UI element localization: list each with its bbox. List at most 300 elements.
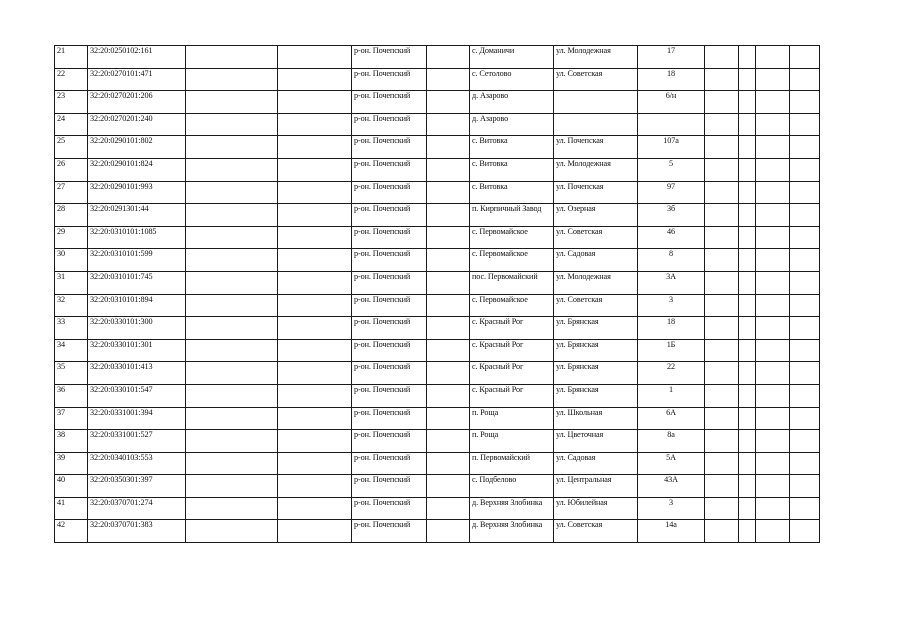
empty-cell [278, 407, 352, 430]
district-cell: р-он. Почепский [352, 91, 427, 114]
empty-cell [427, 520, 470, 543]
empty-cell [705, 339, 739, 362]
empty-cell [790, 407, 820, 430]
row-number-cell: 23 [55, 91, 88, 114]
street-cell: ул. Брянская [554, 384, 638, 407]
district-cell: р-он. Почепский [352, 46, 427, 69]
street-cell: ул. Молодежная [554, 158, 638, 181]
row-number-cell: 28 [55, 204, 88, 227]
table-row [55, 113, 820, 136]
cadastral-number-cell: 32:20:0310101:745 [88, 271, 186, 294]
district-cell: р-он. Почепский [352, 204, 427, 227]
row-number-cell: 36 [55, 384, 88, 407]
table-row [55, 362, 820, 385]
house-number-cell: 8а [638, 430, 705, 453]
empty-cell [790, 113, 820, 136]
empty-cell [278, 113, 352, 136]
table-row [55, 226, 820, 249]
house-number-cell: 18 [638, 68, 705, 91]
house-number-cell: 18 [638, 317, 705, 340]
empty-cell [427, 317, 470, 340]
empty-cell [739, 46, 756, 69]
empty-cell [705, 294, 739, 317]
row-number-cell: 40 [55, 475, 88, 498]
empty-cell [427, 91, 470, 114]
locality-cell: с. Сетолово [470, 68, 554, 91]
empty-cell [278, 384, 352, 407]
empty-cell [739, 475, 756, 498]
street-cell [554, 113, 638, 136]
empty-cell [756, 430, 790, 453]
table-row [55, 68, 820, 91]
empty-cell [739, 520, 756, 543]
empty-cell [186, 249, 278, 272]
empty-cell [790, 452, 820, 475]
property-registry-table [54, 45, 820, 543]
street-cell: ул. Цветочная [554, 430, 638, 453]
locality-cell: д. Верхняя Злобинка [470, 497, 554, 520]
table-row [55, 384, 820, 407]
empty-cell [705, 181, 739, 204]
empty-cell [756, 520, 790, 543]
empty-cell [739, 430, 756, 453]
empty-cell [278, 68, 352, 91]
empty-cell [739, 497, 756, 520]
empty-cell [705, 113, 739, 136]
empty-cell [756, 136, 790, 159]
empty-cell [186, 271, 278, 294]
empty-cell [705, 204, 739, 227]
empty-cell [186, 294, 278, 317]
empty-cell [278, 294, 352, 317]
district-cell: р-он. Почепский [352, 226, 427, 249]
house-number-cell [638, 113, 705, 136]
row-number-cell: 29 [55, 226, 88, 249]
row-number-cell: 31 [55, 271, 88, 294]
district-cell: р-он. Почепский [352, 68, 427, 91]
cadastral-number-cell: 32:20:0330101:547 [88, 384, 186, 407]
empty-cell [739, 136, 756, 159]
empty-cell [186, 362, 278, 385]
row-number-cell: 34 [55, 339, 88, 362]
district-cell: р-он. Почепский [352, 384, 427, 407]
district-cell: р-он. Почепский [352, 339, 427, 362]
empty-cell [705, 91, 739, 114]
empty-cell [427, 384, 470, 407]
empty-cell [756, 271, 790, 294]
empty-cell [427, 339, 470, 362]
row-number-cell: 21 [55, 46, 88, 69]
row-number-cell: 35 [55, 362, 88, 385]
district-cell: р-он. Почепский [352, 271, 427, 294]
table-body [55, 46, 820, 543]
house-number-cell: 3А [638, 271, 705, 294]
street-cell: ул. Школьная [554, 407, 638, 430]
empty-cell [186, 475, 278, 498]
empty-cell [790, 91, 820, 114]
empty-cell [705, 136, 739, 159]
empty-cell [790, 294, 820, 317]
empty-cell [756, 407, 790, 430]
empty-cell [790, 226, 820, 249]
table-row [55, 158, 820, 181]
house-number-cell: 6/н [638, 91, 705, 114]
row-number-cell: 41 [55, 497, 88, 520]
empty-cell [186, 158, 278, 181]
empty-cell [756, 294, 790, 317]
locality-cell: п. Роща [470, 430, 554, 453]
empty-cell [705, 430, 739, 453]
cadastral-number-cell: 32:20:0290101:824 [88, 158, 186, 181]
empty-cell [739, 249, 756, 272]
empty-cell [790, 68, 820, 91]
empty-cell [278, 249, 352, 272]
empty-cell [739, 294, 756, 317]
cadastral-number-cell: 32:20:0340103:553 [88, 452, 186, 475]
empty-cell [427, 136, 470, 159]
empty-cell [790, 520, 820, 543]
locality-cell: с. Витовка [470, 181, 554, 204]
empty-cell [186, 226, 278, 249]
house-number-cell: 1 [638, 384, 705, 407]
empty-cell [278, 520, 352, 543]
house-number-cell: 3 [638, 497, 705, 520]
row-number-cell: 32 [55, 294, 88, 317]
house-number-cell: 6А [638, 407, 705, 430]
empty-cell [278, 271, 352, 294]
table-row [55, 339, 820, 362]
street-cell: ул. Садовая [554, 452, 638, 475]
row-number-cell: 42 [55, 520, 88, 543]
empty-cell [790, 271, 820, 294]
table-row [55, 136, 820, 159]
empty-cell [427, 475, 470, 498]
empty-cell [790, 475, 820, 498]
district-cell: р-он. Почепский [352, 158, 427, 181]
street-cell: ул. Садовая [554, 249, 638, 272]
table-row [55, 520, 820, 543]
empty-cell [790, 204, 820, 227]
empty-cell [278, 226, 352, 249]
empty-cell [756, 384, 790, 407]
house-number-cell: 5А [638, 452, 705, 475]
locality-cell: д. Азарово [470, 91, 554, 114]
cadastral-number-cell: 32:20:0310101:599 [88, 249, 186, 272]
table-row [55, 271, 820, 294]
cadastral-number-cell: 32:20:0270201:240 [88, 113, 186, 136]
locality-cell: п. Кирпичный Завод [470, 204, 554, 227]
table-row [55, 317, 820, 340]
district-cell: р-он. Почепский [352, 317, 427, 340]
empty-cell [705, 407, 739, 430]
locality-cell: с. Первомайское [470, 294, 554, 317]
empty-cell [186, 113, 278, 136]
empty-cell [756, 226, 790, 249]
cadastral-number-cell: 32:20:0290101:802 [88, 136, 186, 159]
cadastral-number-cell: 32:20:0310101:1085 [88, 226, 186, 249]
street-cell: ул. Советская [554, 68, 638, 91]
empty-cell [756, 339, 790, 362]
empty-cell [705, 452, 739, 475]
empty-cell [186, 384, 278, 407]
street-cell: ул. Центральная [554, 475, 638, 498]
cadastral-number-cell: 32:20:0270201:206 [88, 91, 186, 114]
house-number-cell: 43А [638, 475, 705, 498]
empty-cell [756, 91, 790, 114]
district-cell: р-он. Почепский [352, 430, 427, 453]
house-number-cell: 5 [638, 158, 705, 181]
cadastral-number-cell: 32:20:0370701:383 [88, 520, 186, 543]
empty-cell [739, 407, 756, 430]
house-number-cell: 17 [638, 46, 705, 69]
street-cell: ул. Советская [554, 520, 638, 543]
house-number-cell: 22 [638, 362, 705, 385]
house-number-cell: 14а [638, 520, 705, 543]
empty-cell [739, 181, 756, 204]
empty-cell [427, 497, 470, 520]
district-cell: р-он. Почепский [352, 407, 427, 430]
house-number-cell: 3 [638, 294, 705, 317]
empty-cell [705, 46, 739, 69]
empty-cell [705, 158, 739, 181]
empty-cell [186, 68, 278, 91]
empty-cell [790, 249, 820, 272]
street-cell: ул. Брянская [554, 317, 638, 340]
empty-cell [739, 339, 756, 362]
locality-cell: с. Красный Рог [470, 362, 554, 385]
district-cell: р-он. Почепский [352, 113, 427, 136]
table-row [55, 407, 820, 430]
row-number-cell: 39 [55, 452, 88, 475]
street-cell: ул. Советская [554, 294, 638, 317]
empty-cell [278, 46, 352, 69]
locality-cell: с. Подбелово [470, 475, 554, 498]
empty-cell [186, 339, 278, 362]
cadastral-number-cell: 32:20:0310101:894 [88, 294, 186, 317]
empty-cell [739, 452, 756, 475]
empty-cell [790, 181, 820, 204]
table-row [55, 430, 820, 453]
empty-cell [739, 384, 756, 407]
street-cell: ул. Молодежная [554, 271, 638, 294]
empty-cell [705, 475, 739, 498]
empty-cell [756, 46, 790, 69]
cadastral-number-cell: 32:20:0330101:413 [88, 362, 186, 385]
empty-cell [739, 362, 756, 385]
locality-cell: д. Азарово [470, 113, 554, 136]
empty-cell [739, 317, 756, 340]
locality-cell: д. Верхняя Злобинка [470, 520, 554, 543]
locality-cell: п. Первомайский [470, 452, 554, 475]
empty-cell [186, 46, 278, 69]
house-number-cell: 46 [638, 226, 705, 249]
empty-cell [756, 181, 790, 204]
street-cell: ул. Озерная [554, 204, 638, 227]
cadastral-number-cell: 32:20:0331001:527 [88, 430, 186, 453]
street-cell [554, 91, 638, 114]
empty-cell [427, 362, 470, 385]
empty-cell [756, 317, 790, 340]
empty-cell [756, 158, 790, 181]
empty-cell [278, 204, 352, 227]
street-cell: ул. Молодежная [554, 46, 638, 69]
cadastral-number-cell: 32:20:0290101:993 [88, 181, 186, 204]
street-cell: ул. Брянская [554, 339, 638, 362]
street-cell: ул. Юбилейная [554, 497, 638, 520]
district-cell: р-он. Почепский [352, 136, 427, 159]
empty-cell [427, 68, 470, 91]
row-number-cell: 38 [55, 430, 88, 453]
empty-cell [186, 91, 278, 114]
district-cell: р-он. Почепский [352, 452, 427, 475]
locality-cell: с. Доманичи [470, 46, 554, 69]
district-cell: р-он. Почепский [352, 362, 427, 385]
empty-cell [427, 204, 470, 227]
row-number-cell: 37 [55, 407, 88, 430]
table-row [55, 249, 820, 272]
empty-cell [278, 317, 352, 340]
empty-cell [756, 475, 790, 498]
empty-cell [756, 249, 790, 272]
locality-cell: с. Витовка [470, 136, 554, 159]
empty-cell [705, 226, 739, 249]
empty-cell [705, 271, 739, 294]
locality-cell: с. Красный Рог [470, 317, 554, 340]
empty-cell [739, 113, 756, 136]
locality-cell: пос. Первомайский [470, 271, 554, 294]
empty-cell [705, 497, 739, 520]
empty-cell [705, 362, 739, 385]
table-row [55, 204, 820, 227]
empty-cell [427, 181, 470, 204]
cadastral-number-cell: 32:20:0370701:274 [88, 497, 186, 520]
empty-cell [790, 430, 820, 453]
empty-cell [278, 339, 352, 362]
street-cell: ул. Почепская [554, 136, 638, 159]
empty-cell [427, 407, 470, 430]
table-row [55, 475, 820, 498]
empty-cell [739, 226, 756, 249]
empty-cell [790, 362, 820, 385]
empty-cell [186, 136, 278, 159]
empty-cell [186, 204, 278, 227]
district-cell: р-он. Почепский [352, 181, 427, 204]
row-number-cell: 26 [55, 158, 88, 181]
empty-cell [278, 91, 352, 114]
row-number-cell: 33 [55, 317, 88, 340]
row-number-cell: 27 [55, 181, 88, 204]
empty-cell [756, 497, 790, 520]
street-cell: ул. Брянская [554, 362, 638, 385]
empty-cell [739, 271, 756, 294]
table-row [55, 46, 820, 69]
empty-cell [790, 46, 820, 69]
table-row [55, 91, 820, 114]
empty-cell [427, 226, 470, 249]
empty-cell [790, 384, 820, 407]
table-row [55, 497, 820, 520]
empty-cell [278, 362, 352, 385]
empty-cell [278, 430, 352, 453]
cadastral-number-cell: 32:20:0330101:301 [88, 339, 186, 362]
empty-cell [427, 113, 470, 136]
empty-cell [427, 294, 470, 317]
empty-cell [186, 497, 278, 520]
district-cell: р-он. Почепский [352, 294, 427, 317]
empty-cell [186, 430, 278, 453]
empty-cell [705, 68, 739, 91]
empty-cell [739, 68, 756, 91]
table-row [55, 452, 820, 475]
house-number-cell: 107а [638, 136, 705, 159]
house-number-cell: 8 [638, 249, 705, 272]
locality-cell: п. Роща [470, 407, 554, 430]
table-row [55, 294, 820, 317]
house-number-cell: 97 [638, 181, 705, 204]
empty-cell [756, 362, 790, 385]
empty-cell [756, 113, 790, 136]
table-row [55, 181, 820, 204]
locality-cell: с. Первомайское [470, 226, 554, 249]
locality-cell: с. Первомайское [470, 249, 554, 272]
street-cell: ул. Советская [554, 226, 638, 249]
row-number-cell: 30 [55, 249, 88, 272]
cadastral-number-cell: 32:20:0331001:394 [88, 407, 186, 430]
empty-cell [790, 158, 820, 181]
cadastral-number-cell: 32:20:0250102:161 [88, 46, 186, 69]
district-cell: р-он. Почепский [352, 497, 427, 520]
house-number-cell: 1Б [638, 339, 705, 362]
locality-cell: с. Красный Рог [470, 339, 554, 362]
empty-cell [278, 158, 352, 181]
locality-cell: с. Красный Рог [470, 384, 554, 407]
cadastral-number-cell: 32:20:0270101:471 [88, 68, 186, 91]
empty-cell [756, 452, 790, 475]
empty-cell [278, 181, 352, 204]
empty-cell [186, 520, 278, 543]
empty-cell [756, 204, 790, 227]
empty-cell [739, 158, 756, 181]
empty-cell [427, 46, 470, 69]
empty-cell [186, 452, 278, 475]
empty-cell [278, 452, 352, 475]
empty-cell [186, 407, 278, 430]
cadastral-number-cell: 32:20:0291301:44 [88, 204, 186, 227]
empty-cell [790, 317, 820, 340]
empty-cell [705, 249, 739, 272]
cadastral-number-cell: 32:20:0350301:397 [88, 475, 186, 498]
empty-cell [278, 497, 352, 520]
empty-cell [427, 430, 470, 453]
empty-cell [790, 339, 820, 362]
empty-cell [427, 452, 470, 475]
empty-cell [278, 136, 352, 159]
empty-cell [756, 68, 790, 91]
house-number-cell: 3б [638, 204, 705, 227]
empty-cell [790, 136, 820, 159]
empty-cell [427, 271, 470, 294]
empty-cell [739, 204, 756, 227]
empty-cell [739, 91, 756, 114]
empty-cell [427, 249, 470, 272]
district-cell: р-он. Почепский [352, 475, 427, 498]
locality-cell: с. Витовка [470, 158, 554, 181]
empty-cell [278, 475, 352, 498]
district-cell: р-он. Почепский [352, 520, 427, 543]
empty-cell [186, 317, 278, 340]
cadastral-number-cell: 32:20:0330101:300 [88, 317, 186, 340]
empty-cell [705, 384, 739, 407]
